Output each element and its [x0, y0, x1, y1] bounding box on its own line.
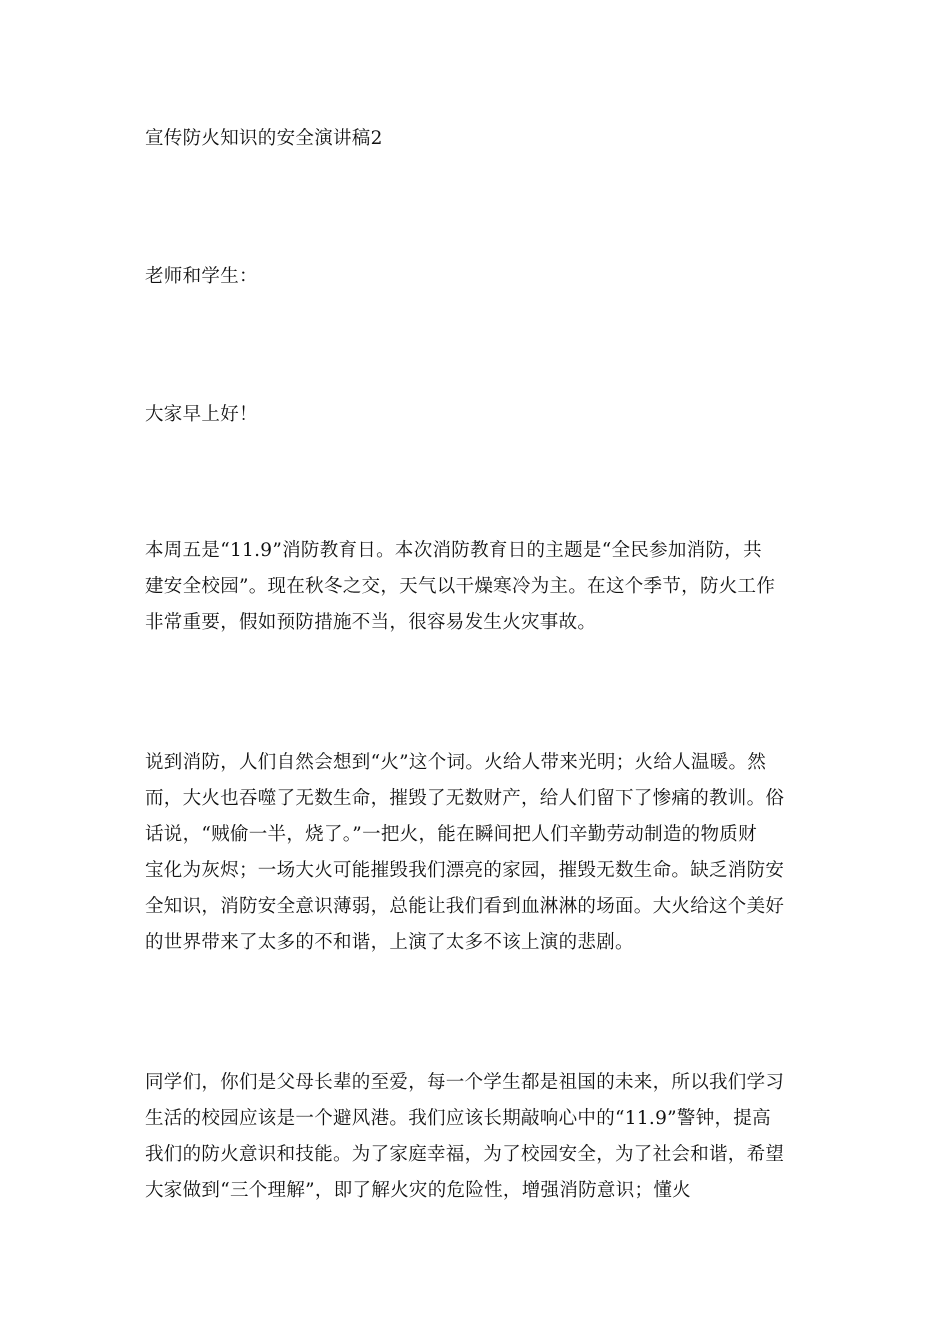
paragraph-2 [145, 745, 805, 961]
paragraph-line: 非常重要，假如预防措施不当，很容易发生火灾事故。 [145, 612, 597, 633]
paragraph-1 [145, 533, 805, 641]
paragraph-line: 全知识，消防安全意识薄弱，总能让我们看到血淋淋的场面。大火给这个美好 [145, 896, 785, 917]
paragraph-line: 而，大火也吞噬了无数生命，摧毁了无数财产，给人们留下了惨痛的教训。俗 [145, 788, 785, 809]
paragraph-3 [145, 1065, 805, 1209]
paragraph-line: 宝化为灰烬；一场大火可能摧毁我们漂亮的家园，摧毁无数生命。缺乏消防安 [145, 860, 785, 881]
paragraph-line: 同学们，你们是父母长辈的至爱，每一个学生都是祖国的未来，所以我们学习 [145, 1072, 785, 1093]
paragraph-line: 本周五是“11.9”消防教育日。本次消防教育日的主题是“全民参加消防，共 [145, 540, 762, 561]
paragraph-line: 建安全校园”。现在秋冬之交，天气以干燥寒冷为主。在这个季节，防火工作 [145, 576, 776, 597]
greeting-line: 老师和学生： [145, 266, 258, 287]
paragraph-line: 话说，“贼偷一半，烧了。”一把火，能在瞬间把人们辛勤劳动制造的物质财 [145, 824, 757, 845]
paragraph-line: 大家做到“三个理解”，即了解火灾的危险性，增强消防意识；懂火 [145, 1180, 691, 1201]
paragraph-line: 生活的校园应该是一个避风港。我们应该长期敲响心中的“11.9”警钟，提高 [145, 1108, 771, 1129]
paragraph-line: 我们的防火意识和技能。为了家庭幸福，为了校园安全，为了社会和谐，希望 [145, 1144, 785, 1165]
paragraph-line: 的世界带来了太多的不和谐，上演了太多不该上演的悲剧。 [145, 932, 634, 953]
document-title: 宣传防火知识的安全演讲稿2 [145, 128, 383, 149]
hello-line: 大家早上好！ [145, 404, 258, 425]
paragraph-line: 说到消防，人们自然会想到“火”这个词。火给人带来光明；火给人温暖。然 [145, 752, 767, 773]
